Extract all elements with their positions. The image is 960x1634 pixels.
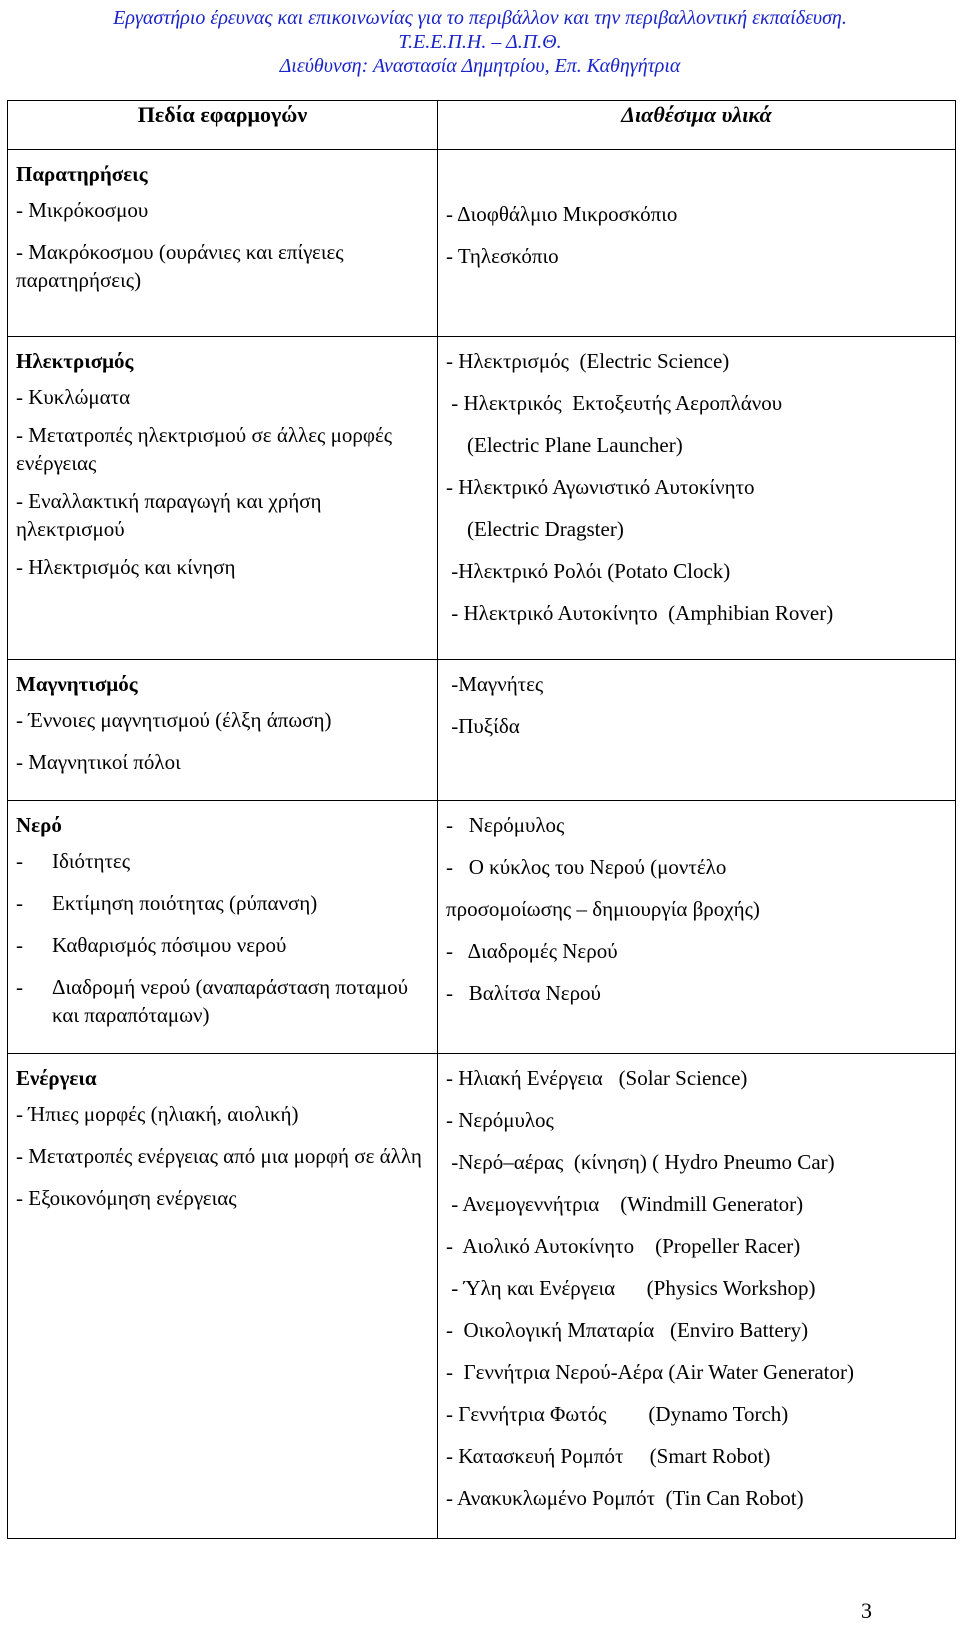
material-item: - Νερόμυλος: [446, 1108, 554, 1132]
page-header: [0, 0, 960, 78]
field-item: [16, 889, 429, 917]
bullet-dash: -: [16, 849, 23, 873]
material-item: - Γεννήτρια Φωτός (Dynamo Torch): [446, 1402, 789, 1426]
bullet-dash: -: [16, 975, 23, 999]
material-item: -Ηλεκτρικό Ρολόι (Potato Clock): [446, 559, 731, 583]
material-item: - Βαλίτσα Νερού: [446, 981, 601, 1005]
material-item: -Πυξίδα: [446, 714, 520, 738]
materials-cell: [438, 801, 956, 1054]
field-title: Ηλεκτρισμός: [16, 349, 134, 373]
header-line-1: Εργαστήριο έρευνας και επικοινωνίας για το περιβάλλον και την περιβαλλοντική εκπαίδευση.: [113, 7, 847, 29]
field-item: [16, 931, 429, 959]
field-item: - Μακρόκοσμου (ουράνιες και επίγειες παρατηρήσεις): [16, 240, 344, 292]
field-item: - Κυκλώματα: [16, 385, 131, 409]
material-item: (Electric Dragster): [446, 517, 624, 541]
material-item: - Διαδρομές Νερού: [446, 939, 618, 963]
material-item: - Ύλη και Ενέργεια (Physics Workshop): [446, 1276, 816, 1300]
field-item: - Έννοιες μαγνητισμού (έλξη άπωση): [16, 708, 332, 732]
field-item: [16, 847, 429, 875]
field-title: Ενέργεια: [16, 1066, 97, 1090]
material-item: - Ηλεκτρικό Αγωνιστικό Αυτοκίνητο: [446, 475, 755, 499]
table-row: [8, 660, 956, 801]
material-item: -Νερό–αέρας (κίνηση) ( Hydro Pneumo Car): [446, 1150, 835, 1174]
material-item: - Τηλεσκόπιο: [446, 244, 559, 268]
material-item: - Ανεμογεννήτρια (Windmill Generator): [446, 1192, 804, 1216]
material-item: προσομοίωσης – δημιουργία βροχής): [446, 897, 760, 921]
material-item: - Νερόμυλος: [446, 813, 565, 837]
material-item: - Οικολογική Μπαταρία (Enviro Battery): [446, 1318, 809, 1342]
table-row: [8, 337, 956, 660]
field-item: - Μετατροπές ενέργειας από μια μορφή σε άλλη: [16, 1144, 422, 1168]
field-cell: [8, 660, 438, 801]
material-item: - Κατασκευή Ρομπότ (Smart Robot): [446, 1444, 771, 1468]
field-item: [16, 973, 429, 1029]
field-item-text: Καθαρισμός πόσιμου νερού: [52, 933, 287, 957]
field-item: - Εναλλακτική παραγωγή και χρήση ηλεκτρισμού: [16, 489, 322, 541]
materials-cell: [438, 150, 956, 337]
material-item: - Ηλεκτρικό Αυτοκίνητο (Amphibian Rover): [446, 601, 834, 625]
applications-table: [7, 100, 956, 1539]
field-item: - Ήπιες μορφές (ηλιακή, αιολική): [16, 1102, 299, 1126]
material-item: (Electric Plane Launcher): [446, 433, 683, 457]
material-item: - Ηλεκτρικός Εκτοξευτής Αεροπλάνου: [446, 391, 783, 415]
field-cell: [8, 337, 438, 660]
bullet-dash: -: [16, 933, 23, 957]
header-line-3: Διεύθυνση: Αναστασία Δημητρίου, Επ. Καθηγήτρια: [279, 55, 681, 77]
field-item-text: Διαδρομή νερού (αναπαράσταση ποταμού και παραπόταμων): [52, 975, 409, 1027]
field-title: Μαγνητισμός: [16, 672, 138, 696]
material-item: - Ηλιακή Ενέργεια (Solar Science): [446, 1066, 748, 1090]
material-item: - Αιολικό Αυτοκίνητο (Propeller Racer): [446, 1234, 801, 1258]
field-cell: [8, 150, 438, 337]
field-cell: [8, 1054, 438, 1539]
material-item: - Ηλεκτρισμός (Electric Science): [446, 349, 730, 373]
field-item-text: Ιδιότητες: [52, 849, 131, 873]
field-item: - Μαγνητικοί πόλοι: [16, 750, 181, 774]
field-item: - Μετατροπές ηλεκτρισμού σε άλλες μορφές ενέργειας: [16, 423, 393, 475]
field-item: - Εξοικονόμηση ενέργειας: [16, 1186, 237, 1210]
bullet-dash: -: [16, 891, 23, 915]
field-item: - Μικρόκοσμου: [16, 198, 149, 222]
field-title: Νερό: [16, 813, 62, 837]
table-row: [8, 801, 956, 1054]
field-cell: [8, 801, 438, 1054]
field-item-text: Εκτίμηση ποιότητας (ρύπανση): [52, 891, 318, 915]
material-item: - Ανακυκλωμένο Ρομπότ (Tin Can Robot): [446, 1486, 804, 1510]
table-row: [8, 150, 956, 337]
materials-cell: [438, 660, 956, 801]
material-item: - Ο κύκλος του Νερού (μοντέλο: [446, 855, 727, 879]
material-item: - Διοφθάλμιο Μικροσκόπιο: [446, 202, 678, 226]
table-header-row: [8, 101, 956, 150]
material-item: -Μαγνήτες: [446, 672, 544, 696]
page-number: 3: [861, 1598, 872, 1623]
material-item: - Γεννήτρια Νερού-Αέρα (Air Water Generator): [446, 1360, 854, 1384]
header-line-2: Τ.Ε.Ε.Π.Η. – Δ.Π.Θ.: [398, 31, 562, 53]
table-row: [8, 1054, 956, 1539]
field-title: Παρατηρήσεις: [16, 162, 148, 186]
materials-cell: [438, 337, 956, 660]
column-header-materials: Διαθέσιμα υλικά: [438, 101, 956, 150]
column-header-fields: Πεδία εφαρμογών: [8, 101, 438, 150]
materials-cell: [438, 1054, 956, 1539]
field-item: - Ηλεκτρισμός και κίνηση: [16, 555, 236, 579]
